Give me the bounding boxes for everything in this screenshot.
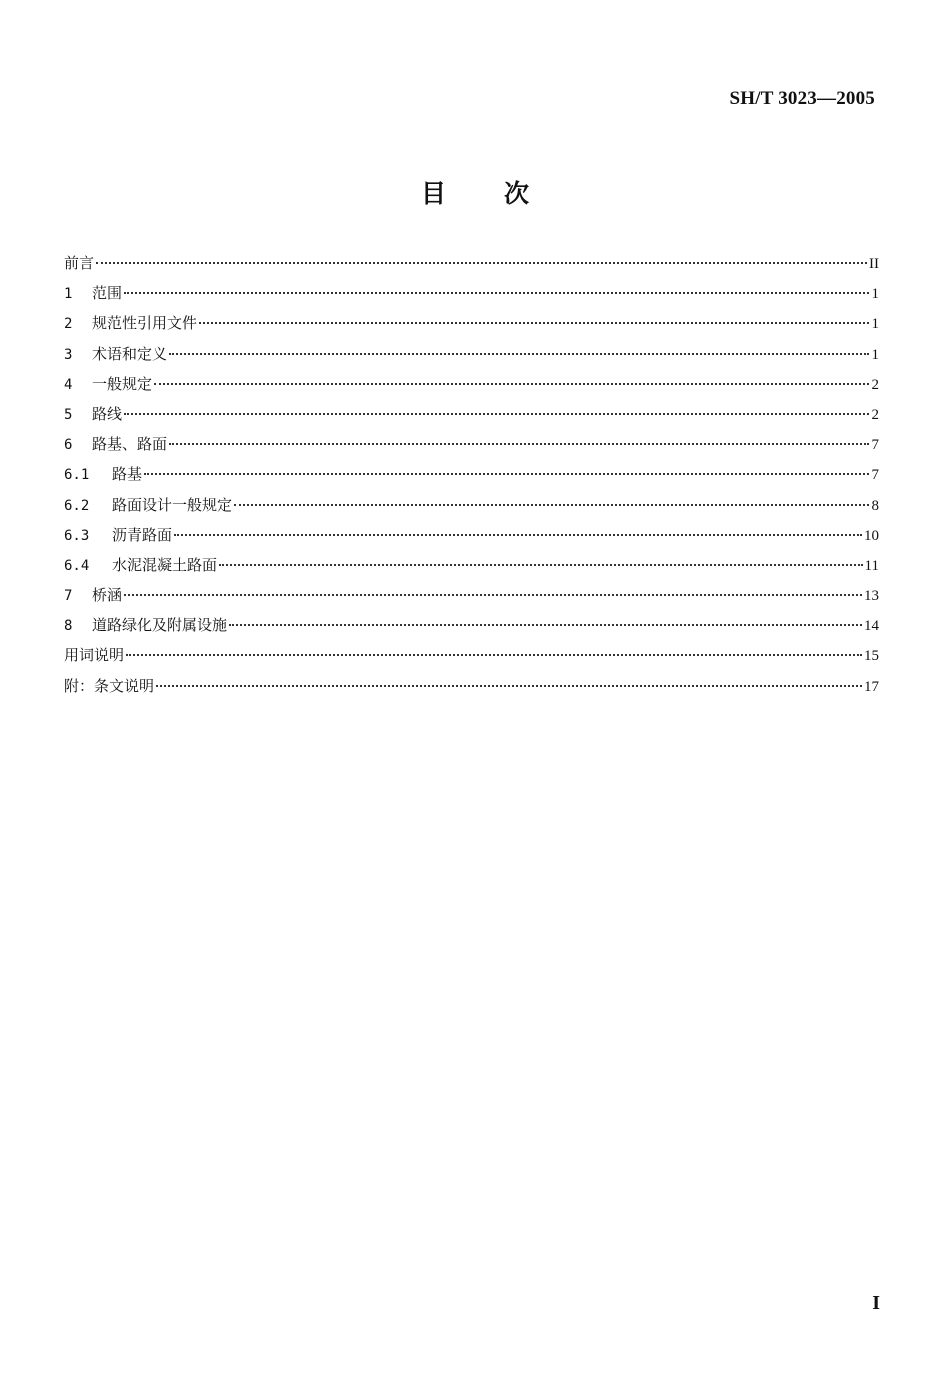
toc-entry-6[interactable] [64, 434, 879, 464]
toc-entry-page: 13 [864, 588, 879, 605]
toc-entry-page: 2 [871, 406, 879, 423]
toc-entry-label: 规范性引用文件 [92, 314, 198, 333]
page-number: I [872, 1292, 880, 1314]
toc-entry-page: 7 [871, 467, 879, 484]
dot-leader [124, 292, 869, 294]
toc-entry-label: 一般规定 [92, 374, 153, 393]
toc-entry-label: 术语和定义 [92, 344, 168, 363]
dot-leader [124, 594, 862, 596]
toc-entry-label: 路基 [112, 465, 143, 484]
dot-leader [229, 624, 862, 626]
toc-entry-page: 2 [871, 376, 879, 393]
dot-leader [234, 504, 869, 506]
dot-leader [199, 322, 869, 324]
toc-entry-1[interactable] [64, 283, 879, 313]
toc-entry-6-2[interactable] [64, 495, 879, 525]
toc-entry-number: 6 [64, 437, 73, 454]
toc-entry-page: 1 [871, 316, 879, 333]
dot-leader [144, 473, 869, 475]
toc-entry-number: 2 [64, 316, 73, 333]
toc-entry-4[interactable] [64, 374, 879, 404]
toc-entry-page: 8 [871, 497, 879, 514]
standard-number: SH/T 3023—2005 [729, 88, 875, 109]
toc-entry-page: 14 [864, 618, 879, 635]
dot-leader [156, 685, 862, 687]
toc-entry-label: 水泥混凝土路面 [112, 555, 218, 574]
toc-entry-label: 路面设计一般规定 [112, 495, 233, 514]
dot-leader [174, 534, 862, 536]
toc-entry-wording[interactable] [64, 645, 879, 675]
dot-leader [169, 443, 869, 445]
toc-entry-page: 15 [864, 648, 879, 665]
toc-entry-page: 7 [871, 437, 879, 454]
dot-leader [154, 383, 869, 385]
toc-entry-number: 6.3 [64, 527, 90, 544]
toc-entry-number: 7 [64, 588, 73, 605]
toc-entry-number: 1 [64, 286, 73, 303]
toc-entry-label: 路基、路面 [92, 435, 168, 454]
dot-leader [124, 413, 869, 415]
toc-entry-page: 1 [871, 286, 879, 303]
toc-entry-number: 6.2 [64, 497, 90, 514]
toc-entry-8[interactable] [64, 615, 879, 645]
dot-leader [169, 353, 869, 355]
toc-entry-page: 10 [864, 527, 879, 544]
toc-entry-label: 路线 [92, 404, 123, 423]
toc-entry-label: 沥青路面 [112, 525, 173, 544]
toc-entry-6-4[interactable] [64, 555, 879, 585]
toc-entry-label: 前言 [64, 254, 95, 272]
toc-entry-number: 3 [64, 346, 73, 363]
dot-leader [96, 262, 867, 264]
toc-entry-number: 6.1 [64, 467, 90, 484]
toc-entry-number: 8 [64, 618, 73, 635]
toc-entry-6-1[interactable] [64, 464, 879, 494]
toc-entry-3[interactable] [64, 344, 879, 374]
toc-entry-7[interactable] [64, 585, 879, 615]
toc-entry-appendix[interactable] [64, 676, 879, 706]
toc-entry-page: 17 [864, 678, 879, 695]
toc-entry-2[interactable] [64, 313, 879, 343]
toc-entry-page: 11 [864, 557, 879, 574]
toc-entry-label: 用词说明 [64, 646, 125, 665]
table-of-contents [64, 253, 879, 706]
toc-entry-label: 道路绿化及附属设施 [92, 616, 228, 635]
dot-leader [219, 564, 863, 566]
toc-entry-5[interactable] [64, 404, 879, 434]
toc-entry-number: 5 [64, 406, 73, 423]
toc-entry-page: 1 [871, 346, 879, 363]
toc-entry-label: 附：条文说明 [64, 676, 155, 695]
toc-entry-label: 桥涵 [92, 586, 123, 605]
toc-entry-preface[interactable] [64, 253, 879, 283]
toc-entry-page: II [869, 256, 879, 272]
toc-entry-6-3[interactable] [64, 525, 879, 555]
page-title: 目次 [420, 179, 587, 208]
dot-leader [126, 654, 862, 656]
toc-entry-label: 范围 [92, 284, 123, 303]
toc-entry-number: 4 [64, 376, 73, 393]
toc-entry-number: 6.4 [64, 557, 90, 574]
